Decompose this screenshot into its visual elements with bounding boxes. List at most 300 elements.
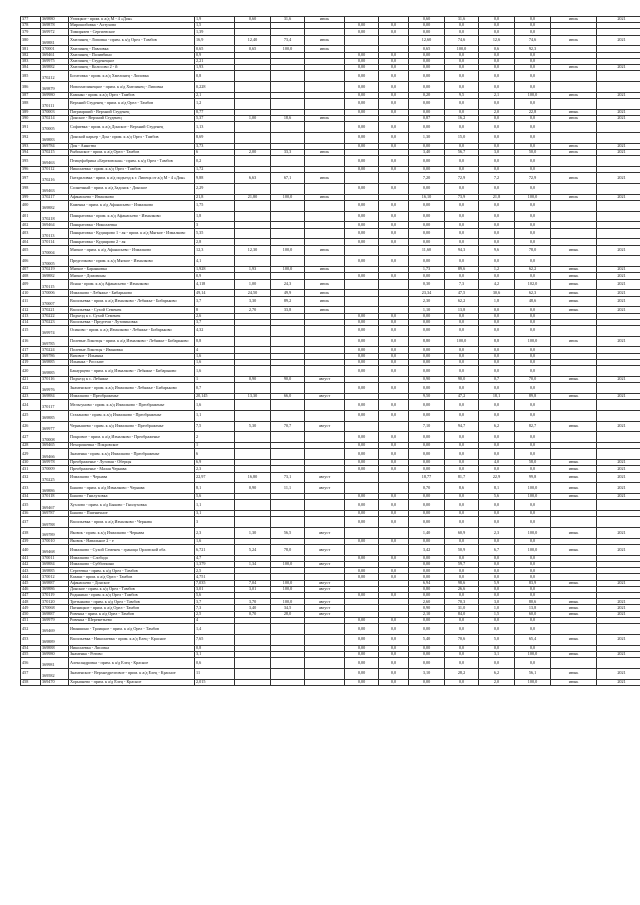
cell-c3: август <box>305 528 345 539</box>
cell-code: 369785 <box>41 336 69 347</box>
cell-c7: 0,0 <box>445 156 479 167</box>
cell-c4: 0,00 <box>345 574 379 580</box>
cell-code: 370222 <box>41 313 69 319</box>
cell-c1: 0,90 <box>235 483 271 494</box>
cell-c10 <box>551 71 597 82</box>
cell-c6: 0,00 <box>409 228 445 239</box>
cell-len: 0,8 <box>195 645 235 651</box>
cell-c11 <box>597 211 640 222</box>
cell-c1 <box>235 183 271 194</box>
cell-c5: 0,0 <box>379 555 409 561</box>
cell-c2 <box>271 98 305 109</box>
cell-n: 435 <box>21 500 41 511</box>
cell-n: 394 <box>21 149 41 155</box>
cell-code: 369467 <box>41 500 69 511</box>
cell-len: 7,035 <box>195 580 235 586</box>
cell-code: 370216 <box>41 173 69 184</box>
cell-name: Мягкое - Домовины <box>69 273 195 279</box>
cell-c6: 0,70 <box>409 483 445 494</box>
cell-c6: 0,00 <box>409 568 445 574</box>
cell-code: 369976 <box>41 383 69 394</box>
cell-len: 0,65 <box>195 46 235 52</box>
cell-len: 11 <box>195 668 235 679</box>
cell-n: 419 <box>21 359 41 365</box>
cell-c9: 100,0 <box>515 494 551 500</box>
cell-name: Преображенье - Лутовая - Оберцы <box>69 460 195 466</box>
cell-code: 369468 <box>41 545 69 556</box>
cell-c10 <box>551 81 597 92</box>
cell-c10: июнь <box>551 109 597 115</box>
table-row <box>21 472 640 483</box>
cell-code: 370212 <box>41 71 69 82</box>
cell-c3 <box>305 132 345 143</box>
cell-c6: 0,00 <box>409 156 445 167</box>
cell-c8: 8,1 <box>479 483 515 494</box>
cell-c3 <box>305 200 345 211</box>
cell-c8: 0,0 <box>479 359 515 365</box>
cell-c9: 80,6 <box>515 599 551 605</box>
cell-c4: 0,00 <box>345 400 379 411</box>
cell-n: 393 <box>21 143 41 149</box>
cell-c4: 0,00 <box>345 517 379 528</box>
cell-c9: 0,0 <box>515 166 551 172</box>
cell-c1 <box>235 71 271 82</box>
cell-c1: 24,50 <box>235 290 271 296</box>
cell-c4: 0,00 <box>345 211 379 222</box>
cell-len: 3,73 <box>195 143 235 149</box>
cell-c5: 0,0 <box>379 460 409 466</box>
cell-code: 370218 <box>41 211 69 222</box>
cell-len: 6,721 <box>195 545 235 556</box>
cell-c7: 100,0 <box>445 46 479 52</box>
cell-len: 2,3 <box>195 528 235 539</box>
cell-n: 443 <box>21 568 41 574</box>
cell-c5: 0,0 <box>379 313 409 319</box>
cell-c6: 11,60 <box>409 245 445 256</box>
cell-c7: 60,9 <box>445 528 479 539</box>
cell-c6: 0,00 <box>409 143 445 149</box>
cell-c3: август <box>305 472 345 483</box>
cell-c6: 2,10 <box>409 611 445 617</box>
cell-c6: 0,00 <box>409 239 445 245</box>
cell-code: 369881 <box>41 35 69 46</box>
cell-name: Тимирязев - Сергиевское <box>69 29 195 35</box>
cell-c4 <box>345 421 379 432</box>
cell-c1 <box>235 98 271 109</box>
cell-c10: июнь <box>551 472 597 483</box>
cell-code: 370217 <box>41 194 69 200</box>
cell-c7: 7,3 <box>445 279 479 290</box>
cell-c2 <box>271 668 305 679</box>
cell-code: 370119 <box>41 593 69 599</box>
cell-c2: 100,0 <box>271 586 305 592</box>
cell-c8: 0,0 <box>479 432 515 443</box>
cell-c7: 0,0 <box>445 109 479 115</box>
cell-c8: 0,0 <box>479 353 515 359</box>
cell-len: 4 <box>195 347 235 353</box>
cell-c5: 0,0 <box>379 494 409 500</box>
cell-n: 396 <box>21 166 41 172</box>
cell-c6: 0,00 <box>409 29 445 35</box>
cell-c1 <box>235 366 271 377</box>
cell-name: Измалково - Сухой Семенек - граница Орловской обл. <box>69 545 195 556</box>
cell-c5: 0,0 <box>379 319 409 325</box>
cell-c7: 0,0 <box>445 651 479 657</box>
cell-len: 5,6 <box>195 593 235 599</box>
cell-len: 5,37 <box>195 115 235 121</box>
cell-c1: 6,63 <box>235 173 271 184</box>
cell-c1: 3,40 <box>235 605 271 611</box>
cell-c9: 62,3 <box>515 290 551 296</box>
cell-c1 <box>235 132 271 143</box>
cell-c8: 0,0 <box>479 383 515 394</box>
cell-c3 <box>305 383 345 394</box>
cell-c8: 0,0 <box>479 325 515 336</box>
cell-c9: 0,0 <box>515 115 551 121</box>
cell-n: 447 <box>21 593 41 599</box>
cell-c8: 12,6 <box>479 35 515 46</box>
cell-c4: 0,00 <box>345 668 379 679</box>
cell-c4 <box>345 528 379 539</box>
cell-c8: 0,0 <box>479 143 515 149</box>
cell-c8: 3,0 <box>479 149 515 155</box>
cell-c6: 3,40 <box>409 149 445 155</box>
cell-c7: 0,0 <box>445 555 479 561</box>
cell-c1: 13,30 <box>235 393 271 399</box>
cell-n: 452 <box>21 623 41 634</box>
cell-n: 444 <box>21 574 41 580</box>
cell-c3: июль <box>305 279 345 290</box>
cell-len: 49,14 <box>195 290 235 296</box>
cell-c10: июль <box>551 64 597 70</box>
cell-c5: 0,0 <box>379 239 409 245</box>
cell-c6: 0,00 <box>409 574 445 580</box>
cell-c2 <box>271 325 305 336</box>
cell-name: Ровенка - прим. к а/д Орел - Тамбов <box>69 611 195 617</box>
cell-c11 <box>597 71 640 82</box>
cell-c1: 1,00 <box>235 115 271 121</box>
cell-c7: 16,2 <box>445 115 479 121</box>
cell-name: Панкратовка - Николаевка <box>69 222 195 228</box>
cell-n: 407 <box>21 267 41 273</box>
cell-c7: 59,7 <box>445 562 479 568</box>
cell-c5: 0,0 <box>379 634 409 645</box>
cell-c2 <box>271 432 305 443</box>
cell-c7: 0,0 <box>445 222 479 228</box>
cell-c8: 4,2 <box>479 279 515 290</box>
cell-code: 369582 <box>41 668 69 679</box>
cell-len: 1,13 <box>195 122 235 133</box>
cell-c7: 0,0 <box>445 443 479 449</box>
cell-c8: 0,0 <box>479 122 515 133</box>
cell-code: 370215 <box>41 149 69 155</box>
cell-c7: 0,0 <box>445 325 479 336</box>
cell-c5: 0,0 <box>379 64 409 70</box>
cell-n: 436 <box>21 511 41 517</box>
cell-c6: 0,87 <box>409 115 445 121</box>
cell-c1 <box>235 383 271 394</box>
table-row <box>21 679 640 685</box>
cell-c10 <box>551 122 597 133</box>
cell-c1: 1,00 <box>235 279 271 290</box>
cell-c9: 0,0 <box>515 410 551 421</box>
cell-c4: 0,00 <box>345 23 379 29</box>
cell-c6: 3,10 <box>409 668 445 679</box>
cell-name: Панкратовка - Кудиярово 1 - ая - прим. к а/д Мягкое - Измалково <box>69 228 195 239</box>
cell-n: 392 <box>21 132 41 143</box>
cell-c11 <box>597 623 640 634</box>
cell-c6: 0,00 <box>409 517 445 528</box>
cell-c4: 0,00 <box>345 200 379 211</box>
cell-c5: 0,0 <box>379 109 409 115</box>
cell-c11: 2021 <box>597 466 640 472</box>
cell-c7: 0,0 <box>445 273 479 279</box>
cell-n: 458 <box>21 679 41 685</box>
cell-name: Мягкое - прим. к а/д Афанасьево - Измалково <box>69 245 195 256</box>
cell-c9: 100,0 <box>515 483 551 494</box>
cell-c9: 0,0 <box>515 98 551 109</box>
cell-n: 424 <box>21 400 41 411</box>
cell-n: 380 <box>21 35 41 46</box>
cell-c10: июнь <box>551 494 597 500</box>
road-repair-table <box>20 16 640 686</box>
cell-c5: 0,0 <box>379 410 409 421</box>
cell-n: 391 <box>21 122 41 133</box>
cell-c5: 0,0 <box>379 449 409 460</box>
cell-c4 <box>345 279 379 290</box>
cell-c7: 0,0 <box>445 623 479 634</box>
cell-c6: 0,00 <box>409 183 445 194</box>
cell-c9: 50,0 <box>515 149 551 155</box>
cell-c9: 0,0 <box>515 517 551 528</box>
cell-c10: июнь <box>551 290 597 296</box>
cell-c4: 0,00 <box>345 366 379 377</box>
cell-c9: 0,0 <box>515 359 551 365</box>
cell-c7: 81,7 <box>445 472 479 483</box>
cell-c4 <box>345 173 379 184</box>
cell-c10: июль <box>551 17 597 23</box>
cell-c5: 0,0 <box>379 143 409 149</box>
cell-c8: 1,2 <box>479 267 515 273</box>
cell-c10: июнь <box>551 545 597 556</box>
cell-code: 369882 <box>41 200 69 211</box>
cell-c9: 0,0 <box>515 156 551 167</box>
cell-code: 370005 <box>41 122 69 133</box>
cell-c8: 0,0 <box>479 200 515 211</box>
cell-c10: июнь <box>551 651 597 657</box>
cell-c10: июль <box>551 115 597 121</box>
table-row <box>21 657 640 668</box>
cell-c7: 15,0 <box>445 132 479 143</box>
cell-code: 369981 <box>41 657 69 668</box>
cell-c5: 0,0 <box>379 466 409 472</box>
cell-len: 3,1 <box>195 651 235 657</box>
cell-c8: 0,0 <box>479 586 515 592</box>
cell-code: 369466 <box>41 449 69 460</box>
cell-c5 <box>379 279 409 290</box>
cell-len: 9,88 <box>195 173 235 184</box>
cell-c6: 0,00 <box>409 273 445 279</box>
cell-c4: 0,00 <box>345 466 379 472</box>
cell-c2: 100,0 <box>271 245 305 256</box>
cell-c10 <box>551 383 597 394</box>
cell-c8: 0,0 <box>479 58 515 64</box>
cell-c9: 100,0 <box>515 651 551 657</box>
cell-c4: 0,00 <box>345 156 379 167</box>
cell-c7: 13,8 <box>445 307 479 313</box>
cell-name: Николаевка - Лисовка <box>69 645 195 651</box>
cell-c10 <box>551 623 597 634</box>
cell-c3: август <box>305 393 345 399</box>
cell-c9: 0,0 <box>515 383 551 394</box>
table-row <box>21 173 640 184</box>
cell-c7: 0,0 <box>445 29 479 35</box>
cell-c9: 0,0 <box>515 29 551 35</box>
cell-len: 4,32 <box>195 325 235 336</box>
cell-c6: 23,34 <box>409 290 445 296</box>
cell-len: 21,8 <box>195 194 235 200</box>
cell-c10 <box>551 449 597 460</box>
cell-n: 431 <box>21 466 41 472</box>
cell-c7: 0,0 <box>445 64 479 70</box>
cell-c6: 0,00 <box>409 500 445 511</box>
cell-n: 383 <box>21 58 41 64</box>
cell-c4: 0,00 <box>345 143 379 149</box>
cell-c6: 0,00 <box>409 347 445 353</box>
cell-c4: 0,00 <box>345 325 379 336</box>
cell-len: 1 <box>195 443 235 449</box>
cell-c9: 0,0 <box>515 183 551 194</box>
cell-name: Измалково - Субботкино <box>69 562 195 568</box>
cell-c9: 100,0 <box>515 528 551 539</box>
cell-c2: 78,0 <box>271 545 305 556</box>
cell-c4 <box>345 472 379 483</box>
cell-c4: 0,00 <box>345 336 379 347</box>
cell-n: 450 <box>21 611 41 617</box>
cell-c6: 0,00 <box>409 494 445 500</box>
cell-c4: 0,00 <box>345 239 379 245</box>
cell-c2 <box>271 517 305 528</box>
cell-c6: 0,00 <box>409 657 445 668</box>
cell-name: Полевые Локотцы - Ивановка <box>69 347 195 353</box>
table-row <box>21 634 640 645</box>
cell-len: 1,1 <box>195 500 235 511</box>
cell-len: 4,118 <box>195 279 235 290</box>
cell-c7: 0,0 <box>445 410 479 421</box>
cell-len: 16,9 <box>195 35 235 46</box>
cell-c8: 0,0 <box>479 222 515 228</box>
cell-code: 370219 <box>41 267 69 273</box>
cell-c11: 2021 <box>597 245 640 256</box>
cell-n: 382 <box>21 52 41 58</box>
cell-c5: 0,0 <box>379 617 409 623</box>
cell-code: 369978 <box>41 460 69 466</box>
cell-c10: июнь <box>551 634 597 645</box>
table-row <box>21 245 640 256</box>
cell-c3: август <box>305 611 345 617</box>
cell-c5: 0,0 <box>379 679 409 685</box>
cell-c3 <box>305 183 345 194</box>
cell-c6: 0,20 <box>409 92 445 98</box>
cell-c6: 5,40 <box>409 634 445 645</box>
cell-c11: 2021 <box>597 599 640 605</box>
cell-c5: 0,0 <box>379 668 409 679</box>
cell-c6: 8,80 <box>409 336 445 347</box>
cell-c11: 2021 <box>597 64 640 70</box>
cell-c3 <box>305 81 345 92</box>
cell-c1: 1,30 <box>235 528 271 539</box>
cell-code: 369880 <box>41 17 69 23</box>
table-row <box>21 432 640 443</box>
cell-c5: 0,0 <box>379 645 409 651</box>
cell-c9: 0,0 <box>515 222 551 228</box>
cell-n: 427 <box>21 432 41 443</box>
cell-c8: 6,2 <box>479 421 515 432</box>
cell-c3 <box>305 679 345 685</box>
cell-len: 4 <box>195 617 235 623</box>
table-row <box>21 500 640 511</box>
cell-c9: 0,0 <box>515 400 551 411</box>
cell-c7: 0,0 <box>445 211 479 222</box>
cell-c11: 2021 <box>597 35 640 46</box>
cell-c4: 0,00 <box>345 228 379 239</box>
cell-c2: 70,7 <box>271 421 305 432</box>
cell-c11: 2021 <box>597 634 640 645</box>
cell-c9: 0,0 <box>515 623 551 634</box>
cell-c5 <box>379 173 409 184</box>
cell-c9: 0,0 <box>515 511 551 517</box>
cell-len: 1,1 <box>195 410 235 421</box>
cell-c8: 0,0 <box>479 568 515 574</box>
cell-c3: август <box>305 580 345 586</box>
cell-n: 451 <box>21 617 41 623</box>
cell-name: Подъезд к с. Сухой Семенек <box>69 313 195 319</box>
cell-n: 420 <box>21 366 41 377</box>
cell-c5: 0,0 <box>379 23 409 29</box>
cell-c4: 0,00 <box>345 568 379 574</box>
cell-c2: 67,1 <box>271 173 305 184</box>
cell-c9: 0,0 <box>515 366 551 377</box>
cell-c2: 100,0 <box>271 46 305 52</box>
cell-c8: 22,9 <box>479 472 515 483</box>
cell-c3 <box>305 336 345 347</box>
cell-len: 1,93 <box>195 64 235 70</box>
cell-c11: 2021 <box>597 376 640 382</box>
cell-c3: июль <box>305 296 345 307</box>
cell-c4: 0,00 <box>345 98 379 109</box>
cell-c2 <box>271 183 305 194</box>
cell-c4: 0,00 <box>345 71 379 82</box>
cell-c6: 0,00 <box>409 593 445 599</box>
cell-c11: 2021 <box>597 194 640 200</box>
cell-c11 <box>597 657 640 668</box>
cell-c6: 2,30 <box>409 296 445 307</box>
cell-c10: июль <box>551 336 597 347</box>
cell-c2 <box>271 449 305 460</box>
cell-c6: 0,00 <box>409 623 445 634</box>
cell-c5: 0,0 <box>379 200 409 211</box>
cell-c5: 0,0 <box>379 511 409 517</box>
cell-c6: 0,00 <box>409 325 445 336</box>
cell-c3: август <box>305 562 345 568</box>
cell-c9: 82,7 <box>515 421 551 432</box>
cell-c8: 5,0 <box>479 634 515 645</box>
cell-len: 3,1 <box>195 511 235 517</box>
cell-c7: 0,0 <box>445 617 479 623</box>
cell-c7: 9,5 <box>445 92 479 98</box>
cell-c10 <box>551 400 597 411</box>
cell-c7: 0,0 <box>445 98 479 109</box>
